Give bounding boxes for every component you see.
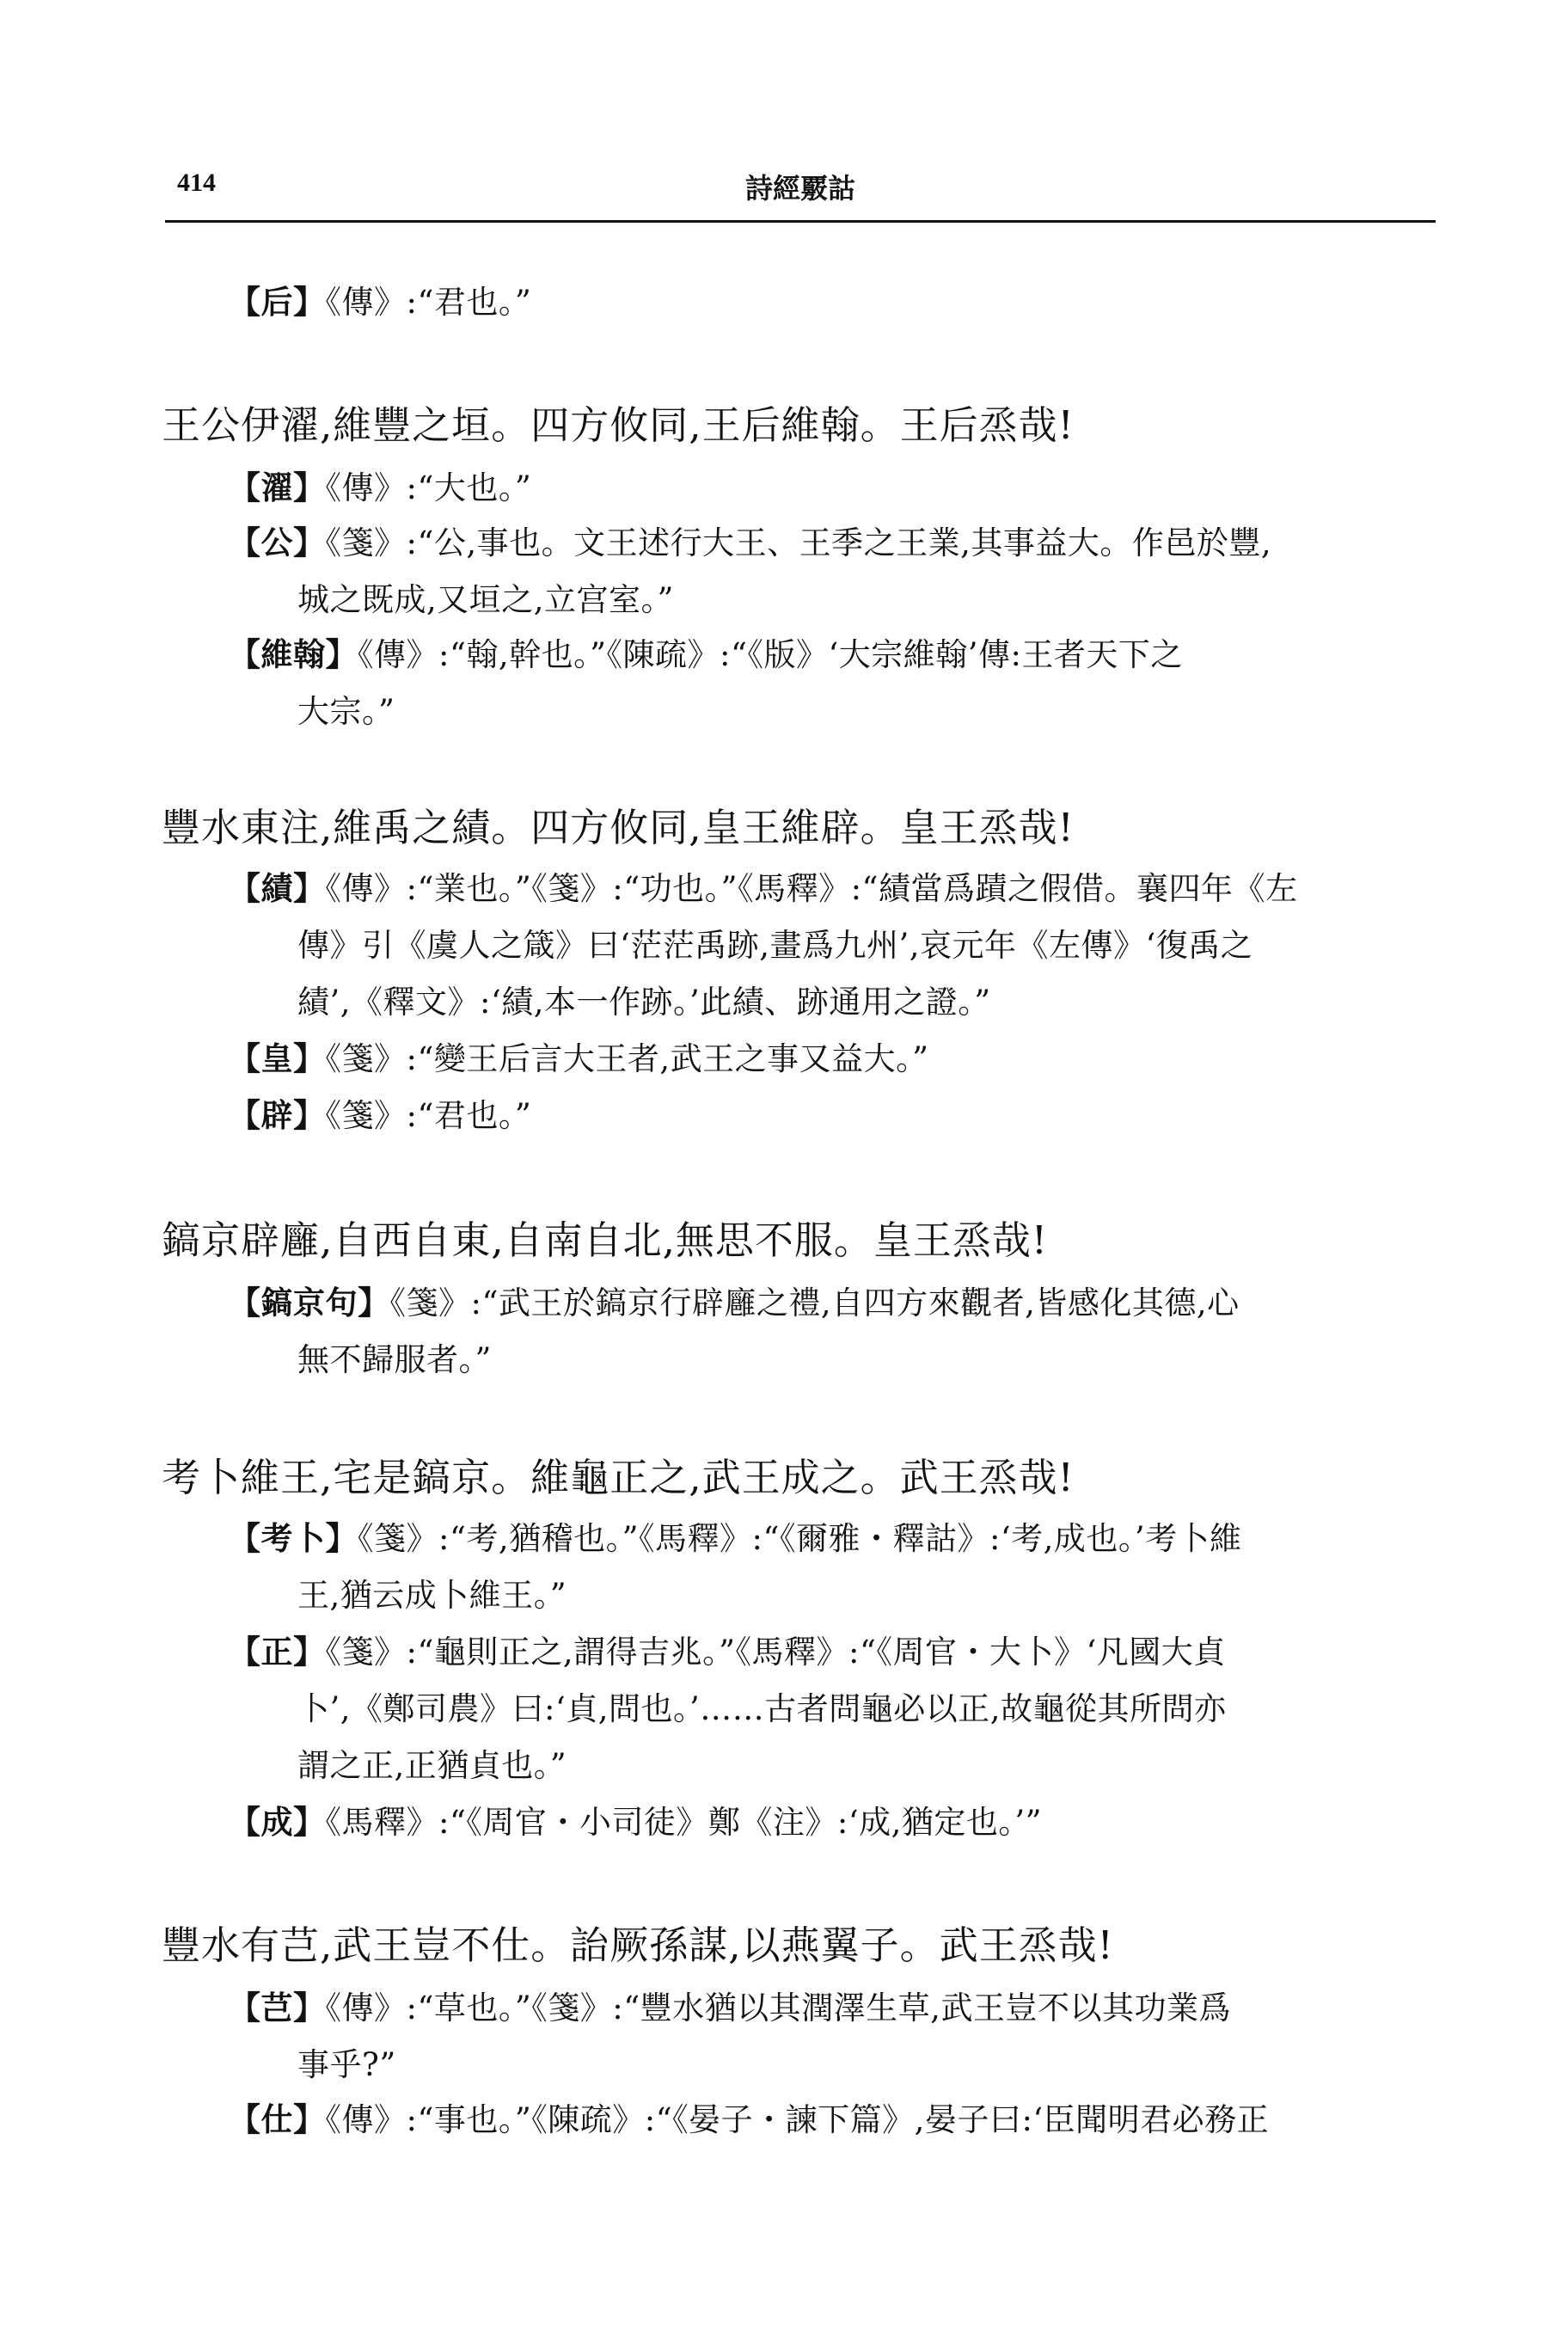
annotation-line: 【正】《箋》:“龜則正之,謂得吉兆。”《馬釋》:“《周官・大卜》‘凡國大貞 — [229, 1633, 1226, 1671]
annotation — [229, 1030, 1449, 1088]
annotation-line: 卜’,《鄭司農》曰:‘貞,問也。’……古者問龜必以正,故龜從其所問亦 — [297, 1690, 1227, 1727]
annotation — [229, 1979, 1449, 2094]
annotation — [229, 514, 1449, 628]
annotation-line: 【芑】《傳》:“草也。”《箋》:“豐水猶以其潤澤生草,武王豈不以其功業爲 — [229, 1989, 1231, 2026]
running-title: 詩經覈詁 — [744, 172, 855, 205]
annotation-line: 王,猶云成卜維王。” — [297, 1577, 567, 1614]
lemma-term: 【仕】 — [229, 2100, 326, 2138]
annotation-line: 傳》引《虞人之箴》曰‘茫茫禹跡,畫爲九州’,哀元年《左傳》‘復禹之 — [297, 927, 1253, 964]
annotation-line: 城之既成,又垣之,立宫室。” — [297, 581, 674, 618]
annotation-line: 績’,《釋文》:‘績,本一作跡。’此績、跡通用之證。” — [297, 984, 991, 1021]
annotation — [229, 2091, 1449, 2149]
page-number: 414 — [177, 169, 216, 197]
verse-line: 豐水有芑,武王豈不仕。詒厥孫謀,以燕翼子。武王烝哉! — [162, 1922, 1114, 1968]
annotation-line: 【鎬京句】《箋》:“武王於鎬京行辟廱之禮,自四方來觀者,皆感化其德,心 — [229, 1284, 1240, 1321]
annotation — [229, 1623, 1449, 1794]
annotation-line: 【成】《馬釋》:“《周官・小司徒》鄭《注》:‘成,猶定也。’” — [229, 1803, 1043, 1841]
annotation — [229, 1274, 1449, 1389]
annotation — [229, 1510, 1449, 1624]
lemma-term: 【正】 — [229, 1633, 326, 1671]
annotation-line: 謂之正,正猶貞也。” — [297, 1747, 567, 1784]
annotation — [229, 273, 1449, 331]
annotation — [229, 459, 1449, 517]
lemma-term: 【鎬京句】 — [229, 1284, 390, 1321]
annotation-line: 【濯】《傳》:“大也。” — [229, 469, 532, 506]
lemma-term: 【芑】 — [229, 1989, 326, 2026]
annotation — [229, 1087, 1449, 1144]
lemma-term: 【維翰】 — [229, 635, 358, 673]
verse-line: 鎬京辟廱,自西自東,自南自北,無思不服。皇王烝哉! — [162, 1217, 1048, 1263]
lemma-term: 【后】 — [229, 283, 326, 321]
annotation — [229, 860, 1449, 1031]
lemma-term: 【考卜】 — [229, 1519, 358, 1557]
annotation-line: 【后】《傳》:“君也。” — [229, 283, 532, 321]
annotation-line: 【考卜】《箋》:“考,猶稽也。”《馬釋》:“《爾雅・釋詁》:‘考,成也。’考卜維 — [229, 1519, 1242, 1557]
annotation-line: 【績】《傳》:“業也。”《箋》:“功也。”《馬釋》:“績當爲蹟之假借。襄四年《左 — [229, 869, 1298, 907]
annotation — [229, 626, 1449, 740]
lemma-term: 【皇】 — [229, 1039, 326, 1077]
lemma-term: 【公】 — [229, 524, 326, 561]
annotation-line: 【維翰】《傳》:“翰,幹也。”《陳疏》:“《版》‘大宗維翰’傳:王者天下之 — [229, 635, 1183, 673]
annotation-line: 【仕】《傳》:“事也。”《陳疏》:“《晏子・諫下篇》,晏子曰:‘臣聞明君必務正 — [229, 2100, 1270, 2138]
annotation-line: 【皇】《箋》:“變王后言大王者,武王之事又益大。” — [229, 1039, 929, 1077]
verse-line: 豐水東注,維禹之績。四方攸同,皇王維辟。皇王烝哉! — [162, 805, 1075, 850]
lemma-term: 【濯】 — [229, 469, 326, 506]
annotation-line: 事乎?” — [297, 2046, 396, 2083]
lemma-term: 【辟】 — [229, 1096, 326, 1134]
annotation-line: 【公】《箋》:“公,事也。文王述行大王、王季之王業,其事益大。作邑於豐, — [229, 524, 1272, 561]
annotation-line: 無不歸服者。” — [297, 1341, 492, 1378]
annotation — [229, 1793, 1449, 1851]
verse-line: 王公伊濯,維豐之垣。四方攸同,王后維翰。王后烝哉! — [162, 402, 1075, 448]
annotation-line: 【辟】《箋》:“君也。” — [229, 1096, 532, 1134]
annotation-line: 大宗。” — [297, 693, 395, 730]
lemma-term: 【成】 — [229, 1803, 326, 1841]
verse-line: 考卜維王,宅是鎬京。維龜正之,武王成之。武王烝哉! — [162, 1455, 1075, 1500]
lemma-term: 【績】 — [229, 869, 326, 907]
